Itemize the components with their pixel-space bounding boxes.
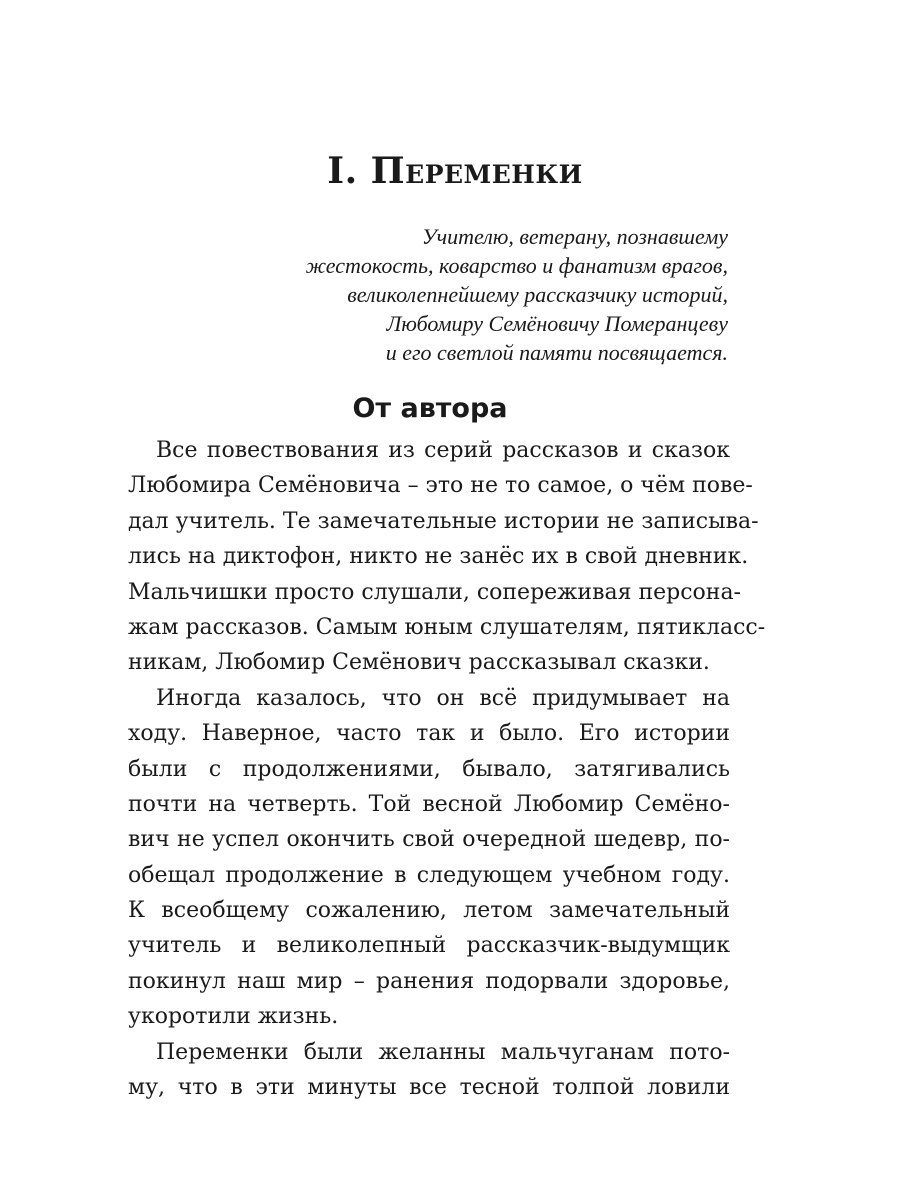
text-line: укоротили жизнь. [128, 1004, 339, 1030]
section-title: От автора [352, 393, 508, 424]
text-line: му, что в эти минуты все тесной толпой ловили [128, 1075, 730, 1101]
text-line: дал учитель. Те замечательные истории не записыва- [128, 508, 759, 534]
dedication-line: великолепнейшему рассказчику историй, [347, 282, 728, 307]
dedication-line: жестокость, коварство и фанатизм врагов, [305, 253, 728, 278]
text-line: никам, Любомир Семёнович рассказывал сказки. [128, 650, 710, 676]
dedication-line: Учителю, ветерану, познавшему [421, 224, 728, 249]
dedication-line: и его светлой памяти посвящается. [385, 340, 728, 365]
text-line: почти на четверть. Той весной Любомир Семёно- [128, 791, 730, 817]
text-line: Иногда казалось, что он всё придумывает на [156, 685, 730, 711]
chapter-title: I. Переменки [327, 150, 583, 192]
text-line: Мальчишки просто слушали, сопереживая персона- [128, 579, 741, 605]
text-line: вич не успел окончить свой очередной шедевр, по- [128, 827, 730, 853]
text-line: были с продолжениями, бывало, затягивались [128, 756, 730, 782]
text-line: ходу. Наверное, часто так и было. Его истории [128, 721, 730, 747]
body-text [128, 433, 766, 1105]
text-line: покинул наш мир – ранения подорвали здоровье, [128, 968, 730, 994]
text-line: Любомира Семёновича – это не то самое, о чём пове- [128, 473, 753, 499]
text-line: лись на диктофон, никто не занёс их в свой дневник. [128, 544, 749, 570]
text-line: обещал продолжение в следующем учебном году. [128, 862, 730, 888]
text-line: К всеобщему сожалению, летом замечательный [128, 898, 730, 924]
text-line: учитель и великолепный рассказчик-выдумщик [128, 933, 730, 959]
dedication [208, 222, 728, 367]
text-line: Переменки были желанны мальчуганам пото- [156, 1039, 730, 1065]
text-line: жам рассказов. Самым юным слушателям, пятикласс- [128, 614, 766, 640]
dedication-line: Любомиру Семёновичу Померанцеву [386, 311, 728, 336]
text-line: Все повествования из серий рассказов и сказок [156, 438, 730, 463]
